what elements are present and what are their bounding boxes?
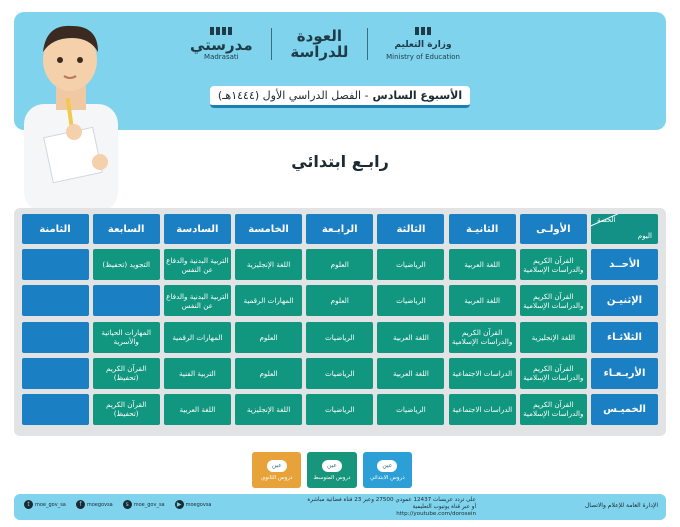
subject-cell: الرياضيات [306,322,373,353]
subject-cell: اللغة الإنجليزية [235,394,302,425]
social-link[interactable] [175,500,212,509]
day-label: الإثنيـن [591,285,658,316]
subject-cell: الرياضيات [377,394,444,425]
table-corner [591,214,658,244]
subject-cell: الرياضيات [377,285,444,316]
schedule-grid [21,214,658,430]
eyn-logo-icon: عين [322,460,342,472]
subject-cell: التربية البدنية والدفاع عن النفس [164,285,231,316]
period-header: الثالثة [377,214,444,244]
period-header: الخامسة [235,214,302,244]
logo-divider [367,28,368,60]
madrasati-en: Madrasati [204,53,239,61]
footer-brand: الإدارة العامة للإعلام والاتصال [584,502,658,509]
subject-cell: القرآن الكريم والدراسات الإسلامية [520,394,587,425]
broadcast-info [246,497,476,518]
madrasati-logo [190,27,253,61]
subject-cell: المهارات الحياتية والأسرية [93,322,160,353]
corner-day-label: اليوم [637,232,652,240]
subject-cell: الدراسات الاجتماعية [449,394,516,425]
day-label: الأربـعـاء [591,358,658,389]
twitter-icon: t [24,500,33,509]
period-header: الثانيـة [449,214,516,244]
subject-cell: العلوم [306,249,373,280]
youtube-icon: ▶ [175,500,184,509]
back-to-school-line2: للدراسة [290,43,349,61]
subject-cell: العلوم [235,322,302,353]
subject-cell: اللغة العربية [449,285,516,316]
back-to-school-logo [290,28,348,60]
eyn-channel-card[interactable] [307,452,356,488]
subject-cell: اللغة العربية [377,358,444,389]
social-handle: moegovsa [86,501,113,508]
eyn-logo-icon: عين [267,460,287,472]
period-header: السادسة [164,214,231,244]
subject-cell: اللغة العربية [164,394,231,425]
subject-cell: التجويد (تحفيظ) [93,249,160,280]
semester-text: - الفصل الدراسي الأول (١٤٤٤هـ) [217,89,369,102]
subject-cell: المهارات الرقمية [164,322,231,353]
day-label: الخميـس [591,394,658,425]
moe-en: Ministry of Education [386,53,460,61]
subject-cell: القرآن الكريم والدراسات الإسلامية [520,249,587,280]
student-illustration [10,12,130,212]
facebook-icon: f [76,500,85,509]
logo-divider [271,28,272,60]
eyn-channel-label: دروس الثانوي [260,474,293,481]
broadcast-line2: أو عبر قناة يوتيوب التعليمية [412,504,476,510]
social-links [24,500,212,509]
empty-cell [22,285,89,316]
subject-cell: العلوم [306,285,373,316]
back-to-school-line1: العودة [296,27,342,45]
youtube-url[interactable]: http://youtube.com/dorosein [396,511,476,517]
subject-cell: القرآن الكريم (تحفيظ) [93,358,160,389]
schedule-table [14,208,666,436]
subject-cell: اللغة العربية [449,249,516,280]
subject-cell: الرياضيات [377,249,444,280]
subject-cell: القرآن الكريم والدراسات الإسلامية [520,285,587,316]
moe-logo [386,27,460,61]
subject-cell: القرآن الكريم والدراسات الإسلامية [449,322,516,353]
period-header: الأولـى [520,214,587,244]
period-header: الرابـعة [306,214,373,244]
eyn-channel-card[interactable] [252,452,301,488]
subject-cell: الرياضيات [306,358,373,389]
eyn-channel-label: دروس المتوسط [313,474,351,481]
corner-period-label: الحصة [597,216,616,224]
period-header: السابعة [93,214,160,244]
social-link[interactable] [76,500,113,509]
eyn-channel-label: دروس الابتدائي [370,474,405,481]
period-header: الثامنة [22,214,89,244]
footer-bar [14,494,666,520]
empty-cell [22,322,89,353]
broadcast-line1: على تردد عربسات 12437 عمودي 27500 وعبر 23 قناة فضائية مباشرة [307,497,476,503]
eyn-logo-icon: عين [377,460,397,472]
moe-mark-icon [415,27,431,35]
empty-cell [93,285,160,316]
day-label: الأحــد [591,249,658,280]
subject-cell: التربية الفنية [164,358,231,389]
logo-row [190,24,460,64]
eyn-channels [252,452,412,488]
moe-ar: وزارة التعليم [394,40,452,50]
eyn-channel-card[interactable] [363,452,412,488]
empty-cell [22,249,89,280]
subject-cell: الرياضيات [306,394,373,425]
week-label [210,86,470,108]
subject-cell: المهارات الرقمية [235,285,302,316]
subject-cell: العلوم [235,358,302,389]
subject-cell: القرآن الكريم والدراسات الإسلامية [520,358,587,389]
social-handle: moegovsa [185,501,212,508]
madrasati-mark-icon [210,27,232,35]
snapchat-icon: s [123,500,132,509]
empty-cell [22,358,89,389]
subject-cell: اللغة الإنجليزية [235,249,302,280]
madrasati-ar: مدرستي [190,36,253,54]
subject-cell: الدراسات الاجتماعية [449,358,516,389]
subject-cell: القرآن الكريم (تحفيظ) [93,394,160,425]
subject-cell: اللغة الإنجليزية [520,322,587,353]
subject-cell: التربية البدنية والدفاع عن النفس [164,249,231,280]
week-number: الأسبوع السادس [372,89,463,102]
grade-title: رابـع ابتدائي [291,152,389,171]
social-handle: moe_gov_sa [35,501,66,508]
social-handle: moe_gov_sa [133,501,165,508]
social-link[interactable] [24,500,66,509]
empty-cell [22,394,89,425]
day-label: الثلاثـاء [591,322,658,353]
social-link[interactable] [123,500,165,509]
subject-cell: اللغة العربية [377,322,444,353]
